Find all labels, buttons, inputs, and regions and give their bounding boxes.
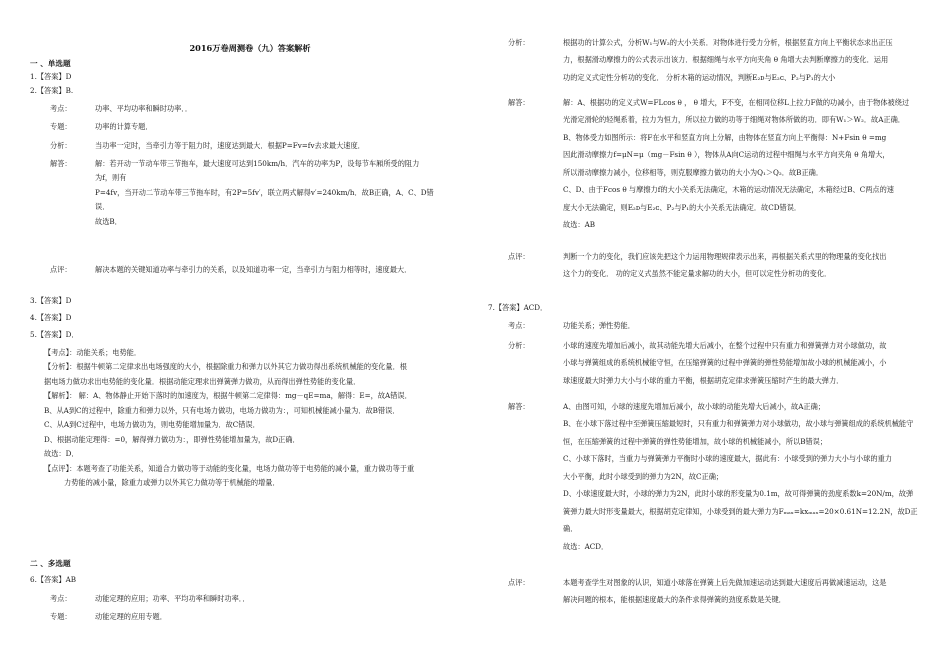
document-title: 2016万卷周测卷（九）答案解析 bbox=[189, 43, 311, 53]
q6-kaodian bbox=[30, 594, 470, 604]
q5-explanation bbox=[30, 348, 484, 488]
label-kaodian: 考点： bbox=[50, 594, 72, 603]
q7-kaodian-text: 功能关系；弹性势能． bbox=[563, 321, 635, 330]
text-line: B、在小球下落过程中至弹簧压缩最短时，只有重力和弹簧弹力对小球做功，故小球与弹簧组成的系统机械能守 bbox=[563, 419, 914, 429]
q5-jiexi-line: D、根据动能定理得：=0，解得弹力做功为：，即弹性势能增加量为，故D正确． bbox=[44, 434, 300, 444]
section-heading-multi-choice: 二 、多选题 bbox=[30, 559, 71, 568]
text-line: 故选B． bbox=[95, 216, 122, 226]
text-line: 光滑定滑轮的轻绳系着，拉力为恒力，所以拉力做的功等于细绳对物体所做的功．即有W₁＞W₂．故A正确． bbox=[563, 115, 905, 125]
q7-fenxi-text bbox=[563, 341, 920, 386]
label-dianping: 点评： bbox=[508, 578, 530, 587]
q6-dianping-text bbox=[563, 252, 920, 280]
answer-7: 7.【答案】ACD． bbox=[488, 303, 548, 312]
answer-4: 4.【答案】D bbox=[30, 313, 72, 322]
q6-dianping bbox=[488, 252, 920, 280]
q6-fenxi bbox=[488, 38, 920, 83]
q5-jiexi-line: 【解析】： 解：A、物体静止开始下落时的加速度为，根据牛顿第二定律得：mg－qE=ma，解得：E=，故A错误． bbox=[44, 391, 412, 401]
q2-jieda bbox=[30, 159, 470, 227]
text-line: 所以滑动摩擦力减小，位移相等，则克服摩擦力做功的大小为Q₁＞Q₂．故B正确． bbox=[563, 167, 824, 177]
q5-dianping-line: 【点评】：本题考查了功能关系，知道合力做功等于动能的变化量，电场力做功等于电势能的减小量，重力做功等于重 bbox=[44, 463, 415, 473]
q7-fenxi bbox=[488, 341, 920, 386]
text-line: 解决问题的根本，能根据速度最大的条件求得弹簧的劲度系数是关键． bbox=[563, 595, 786, 605]
text-line: 故选：ACD． bbox=[563, 541, 609, 551]
q6-kaodian-text: 动能定理的应用；功率、平均功率和瞬时功率．． bbox=[95, 594, 250, 603]
text-line: 判断一个力的变化，我们应该先把这个力运用物理规律表示出来，再根据关系式里的物理量的变化找出 bbox=[563, 252, 887, 261]
q7-dianping-text bbox=[563, 578, 920, 606]
text-line: 小球的速度先增加后减小，故其动能先增大后减小，在整个过程中只有重力和弹簧弹力对小球做功，故 bbox=[563, 341, 887, 350]
q6-jieda-text bbox=[563, 98, 920, 231]
q5-kaodian: 【考点】：动能关系；电势能． bbox=[44, 348, 142, 357]
text-line: 大小平衡，此时小球受到的弹力为2N，故C正确； bbox=[563, 471, 724, 481]
label-dianping: 点评： bbox=[508, 252, 530, 261]
label-dianping: 点评： bbox=[50, 265, 72, 274]
text-line: 这个力的变化． 功的定义式虽然不能定量求解功的大小，但可以定性分析功的变化． bbox=[563, 269, 832, 279]
answer-5: 5.【答案】D． bbox=[30, 330, 79, 339]
answer-6: 6.【答案】AB bbox=[30, 575, 77, 584]
text-line: D、小球速度最大时，小球的弹力为2N，此时小球的形变量为0.1m，故可得弹簧的劲度系数k=20N/m，故弹 bbox=[563, 489, 914, 499]
q7-dianping bbox=[488, 578, 920, 606]
answer-2: 2.【答案】B. bbox=[30, 86, 74, 95]
text-line: C、D、由于Fcos θ 与摩擦力f的大小关系无法确定，木箱的运动情况无法确定，木箱经过B、C两点的速 bbox=[563, 185, 894, 195]
q2-jieda-text bbox=[95, 159, 470, 227]
text-line: 确． bbox=[563, 524, 578, 534]
text-line: B、物体受力如图所示：将F在水平和竖直方向上分解，由物体在竖直方向上平衡得：N+Fsin θ =mg bbox=[563, 132, 887, 142]
q6-jieda bbox=[488, 98, 920, 231]
q6-fenxi-text bbox=[563, 38, 920, 83]
q5-jiexi-line: C、从A到C过程中，电场力做功为，则电势能增加量为．故C错误． bbox=[44, 420, 260, 430]
text-line: 本题考查学生对图象的认识，知道小球落在弹簧上后先做加速运动达到最大速度后再做减速运动，这是 bbox=[563, 578, 887, 587]
q7-kaodian bbox=[488, 321, 920, 331]
text-line: 解：A、根据功的定义式W=FLcos θ ， θ 增大，F不变，在相同位移L上拉力F做的功减小，由于物体被绕过 bbox=[563, 98, 910, 107]
q6-zhuanti bbox=[30, 612, 470, 622]
q5-dianping-line: 力势能的减小量，除重力或弹力以外其它力做功等于机械能的增量． bbox=[64, 477, 280, 487]
text-line: 簧弹力最大时形变量最大，根据胡克定律知，小球受到的最大弹力为Fₘₐₓ=kxₘₐₓ=20×0.61N=12.2N，故D正 bbox=[563, 506, 918, 516]
label-jieda: 解答： bbox=[50, 159, 72, 168]
section-heading-single-choice: 一 、单选题 bbox=[30, 59, 71, 68]
q2-dianping bbox=[30, 265, 470, 275]
label-zhuanti: 专题： bbox=[50, 122, 72, 131]
q5-jiexi-line: 故选：D． bbox=[44, 449, 79, 459]
q2-fenxi bbox=[30, 141, 470, 151]
answer-3: 3.【答案】D bbox=[30, 296, 72, 305]
q2-zhuanti-text: 功率的计算专题． bbox=[95, 122, 153, 131]
text-line: 误． bbox=[95, 202, 110, 212]
text-line: 因此滑动摩擦力f=μN=μ（mg－Fsin θ ），物体从A向C运动的过程中细绳与水平方向夹角 θ 角增大， bbox=[563, 150, 890, 160]
text-line: 根据功的计算公式，分析W₁与W₂的大小关系．对物体进行受力分析，根据竖直方向上平衡状态求出正压 bbox=[563, 38, 893, 47]
text-line: 功的定义式定性分析功的变化． 分析木箱的运动情况，判断E₂ᴅ与E₂ᴄ、P₂与P₁的大小 bbox=[563, 72, 836, 82]
text-line: 度大小无法确定，则E₂ᴅ与E₂ᴄ、P₂与P₁的大小关系无法确定．故CD错误． bbox=[563, 202, 802, 212]
text-line: A、由图可知，小球的速度先增加后减小，故小球的动能先增大后减小，故A正确； bbox=[563, 402, 825, 411]
q7-jieda bbox=[488, 402, 920, 552]
answer-1: 1.【答案】D bbox=[30, 72, 72, 81]
label-zhuanti: 专题： bbox=[50, 612, 72, 621]
q5-fenxi-line: 【分析】：根据牛顿第二定律求出电场强度的大小，根据除重力和弹力以外其它力做功得出系统机械能的变化量．根 bbox=[44, 362, 407, 372]
q7-jieda-text bbox=[563, 402, 920, 552]
label-fenxi: 分析： bbox=[50, 141, 72, 150]
label-kaodian: 考点： bbox=[508, 321, 530, 330]
label-fenxi: 分析： bbox=[508, 341, 530, 350]
text-line: 小球与弹簧组成的系统机械能守恒，在压缩弹簧的过程中弹簧的弹性势能增加故小球的机械能减小，小 bbox=[563, 358, 887, 368]
q2-zhuanti bbox=[30, 122, 470, 132]
q2-kaodian-text: 功率、平均功率和瞬时功率．． bbox=[95, 104, 193, 113]
label-jieda: 解答： bbox=[508, 402, 530, 411]
text-line: 恒，在压缩弹簧的过程中弹簧的弹性势能增加，故小球的机械能减小，所以B错误； bbox=[563, 436, 828, 446]
q2-dianping-text: 解决本题的关键知道功率与牵引力的关系，以及知道功率一定，当牵引力与阻力相等时，速度最大． bbox=[95, 265, 412, 274]
text-line: 故选：AB bbox=[563, 220, 596, 230]
text-line: C、小球下落时，当重力与弹簧弹力平衡时小球的速度最大，据此有：小球受到的弹力大小与小球的重力 bbox=[563, 454, 892, 464]
q5-fenxi-line: 据电场力做功求出电势能的变化量．根据动能定理求出弹簧弹力做功，从而得出弹性势能的变化量． bbox=[44, 376, 361, 386]
q2-kaodian bbox=[30, 104, 470, 114]
text-line: 球速度最大时弹力大小与小球的重力平衡，根据胡克定律求弹簧压缩时产生的最大弹力． bbox=[563, 375, 844, 385]
label-jieda: 解答： bbox=[508, 98, 530, 107]
text-line: P=4fv，当开动二节动车带三节拖车时，有2P=5fv′，联立两式解得v′=240km/h．故B正确，A、C、D错 bbox=[95, 187, 434, 197]
text-line: 力，根据滑动摩擦力的公式表示出该力．根据细绳与水平方向夹角 θ 角增大去判断摩擦力的变化．运用 bbox=[563, 55, 889, 65]
q5-jiexi-line: B、从A到C的过程中，除重力和弹力以外，只有电场力做功，电场力做功为：，可知机械能减小量为．故B错误． bbox=[44, 405, 400, 415]
text-line: 为f，则有 bbox=[95, 173, 127, 183]
q6-zhuanti-text: 动能定理的应用专题． bbox=[95, 612, 167, 621]
label-kaodian: 考点： bbox=[50, 104, 72, 113]
q2-fenxi-text: 当功率一定时，当牵引力等于阻力时，速度达到最大．根据P=Fv=fv去求最大速度． bbox=[95, 141, 365, 150]
label-fenxi: 分析： bbox=[508, 38, 530, 47]
text-line: 解：若开动一节动车带三节拖车，最大速度可达到150km/h．汽车的功率为P，设每节车厢所受的阻力 bbox=[95, 159, 420, 168]
